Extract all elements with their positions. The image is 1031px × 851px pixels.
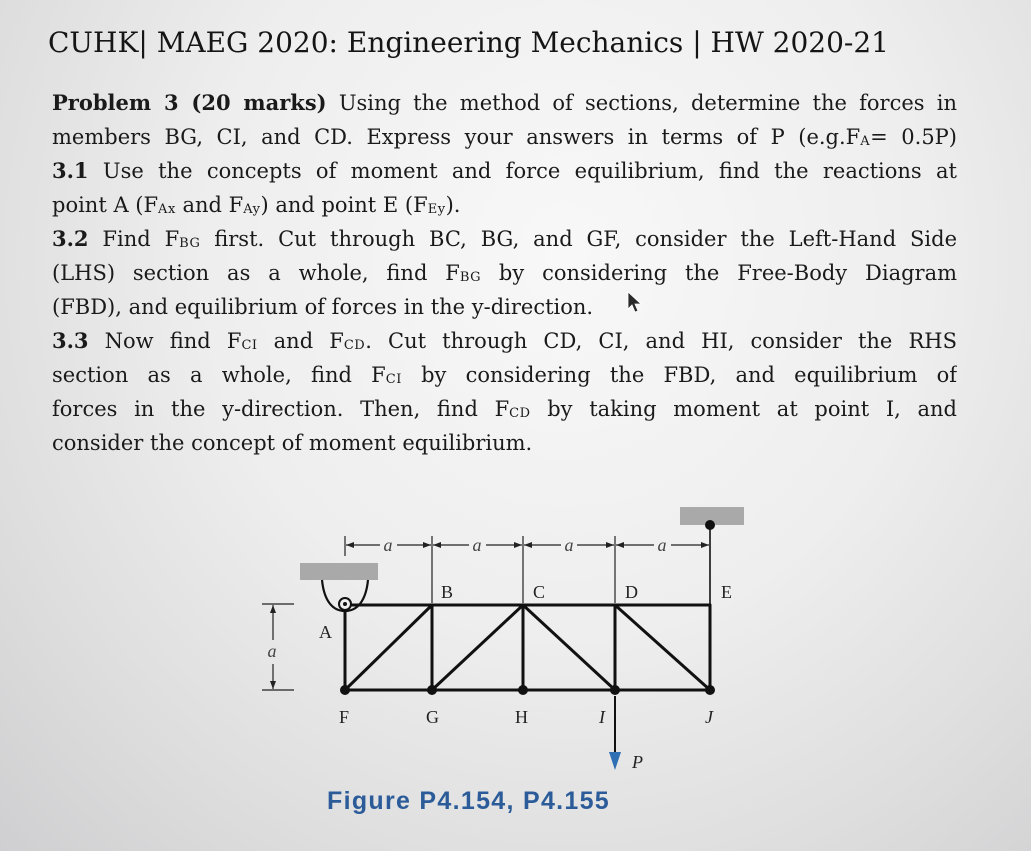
text-run: section as a whole, find F <box>52 363 386 387</box>
text-run: . Cut through CD, CI, and HI, consider the RHS <box>365 329 957 353</box>
load-arrow-head <box>609 752 621 770</box>
text-run: by taking moment at point I, and <box>530 397 957 421</box>
dimension-label: a <box>267 641 277 661</box>
node-label-j: J <box>705 707 713 727</box>
node-label-i: I <box>599 707 605 727</box>
text-run: and F <box>257 329 344 353</box>
node-label-e: E <box>721 582 732 602</box>
figure-caption: Figure P4.154, P4.155 <box>327 787 611 815</box>
text-run: = 0.5P) <box>870 125 957 149</box>
joint-f <box>340 685 350 695</box>
bold-run: Problem 3 (20 marks) <box>52 90 327 115</box>
member-gc <box>432 605 523 690</box>
node-label-g: G <box>426 707 439 727</box>
member-dj <box>615 605 710 690</box>
dimension-label: a <box>472 535 482 555</box>
pin-a-center <box>343 602 347 606</box>
bold-run: 3.1 <box>52 158 89 183</box>
subscript: CI <box>385 372 402 388</box>
subscript: Ay <box>243 202 261 218</box>
bold-run: 3.3 <box>52 328 89 353</box>
text-run: (FBD), and equilibrium of forces in the y-direction. <box>52 295 594 319</box>
member-ci <box>523 605 615 690</box>
dimension-label: a <box>383 535 393 555</box>
text-run: by considering the FBD, and equilibrium of <box>401 363 957 387</box>
member-bf <box>345 605 432 690</box>
text-run: forces in the y-direction. Then, find F <box>52 397 510 421</box>
page-title: CUHK| MAEG 2020: Engineering Mechanics | HW 2020-21 <box>48 26 889 59</box>
pin-e <box>705 520 715 530</box>
joint-h <box>518 685 528 695</box>
text-run: Use the concepts of moment and force equilibrium, find the reactions at <box>88 159 957 183</box>
support-a-ground <box>300 563 378 580</box>
joint-i <box>610 685 620 695</box>
load-label: P <box>632 752 643 772</box>
subscript: A <box>860 134 871 150</box>
text-run: consider the concept of moment equilibrium. <box>52 431 533 455</box>
subscript: BG <box>179 236 201 252</box>
joint-j <box>705 685 715 695</box>
truss-members <box>345 605 710 690</box>
joint-g <box>427 685 437 695</box>
dimension-label: a <box>564 535 574 555</box>
subscript: BG <box>459 270 482 286</box>
subscript: Ey <box>427 202 446 218</box>
node-label-c: C <box>533 582 546 602</box>
text-run: Find F <box>88 227 180 251</box>
dimension-top <box>345 536 709 603</box>
text-run: point A (F <box>52 193 159 217</box>
subscript: Ax <box>158 202 176 218</box>
text-run: and F <box>175 193 244 217</box>
text-run: first. Cut through BC, BG, and GF, consider the Left-Hand Side <box>200 227 957 251</box>
text-run: Using the method of sections, determine the forces in <box>326 91 957 115</box>
bold-run: 3.2 <box>52 226 89 251</box>
subscript: CD <box>343 338 366 354</box>
text-run: ) and point E (F <box>260 193 428 217</box>
text-run: Now find F <box>88 329 242 353</box>
node-label-b: B <box>441 582 454 602</box>
node-label-d: D <box>625 582 638 602</box>
subscript: CD <box>509 406 531 422</box>
text-run: (LHS) section as a whole, find F <box>52 261 460 285</box>
text-run: ). <box>445 193 461 217</box>
mouse-cursor-icon <box>628 292 641 312</box>
dimension-label: a <box>657 535 667 555</box>
node-label-f: F <box>339 707 350 727</box>
text-run: members BG, CI, and CD. Express your answers in terms of P (e.g.F <box>52 125 861 149</box>
text-run: by considering the Free-Body Diagram <box>481 261 957 285</box>
subscript: CI <box>241 338 258 354</box>
node-label-a: A <box>319 622 332 642</box>
node-label-h: H <box>515 707 528 727</box>
